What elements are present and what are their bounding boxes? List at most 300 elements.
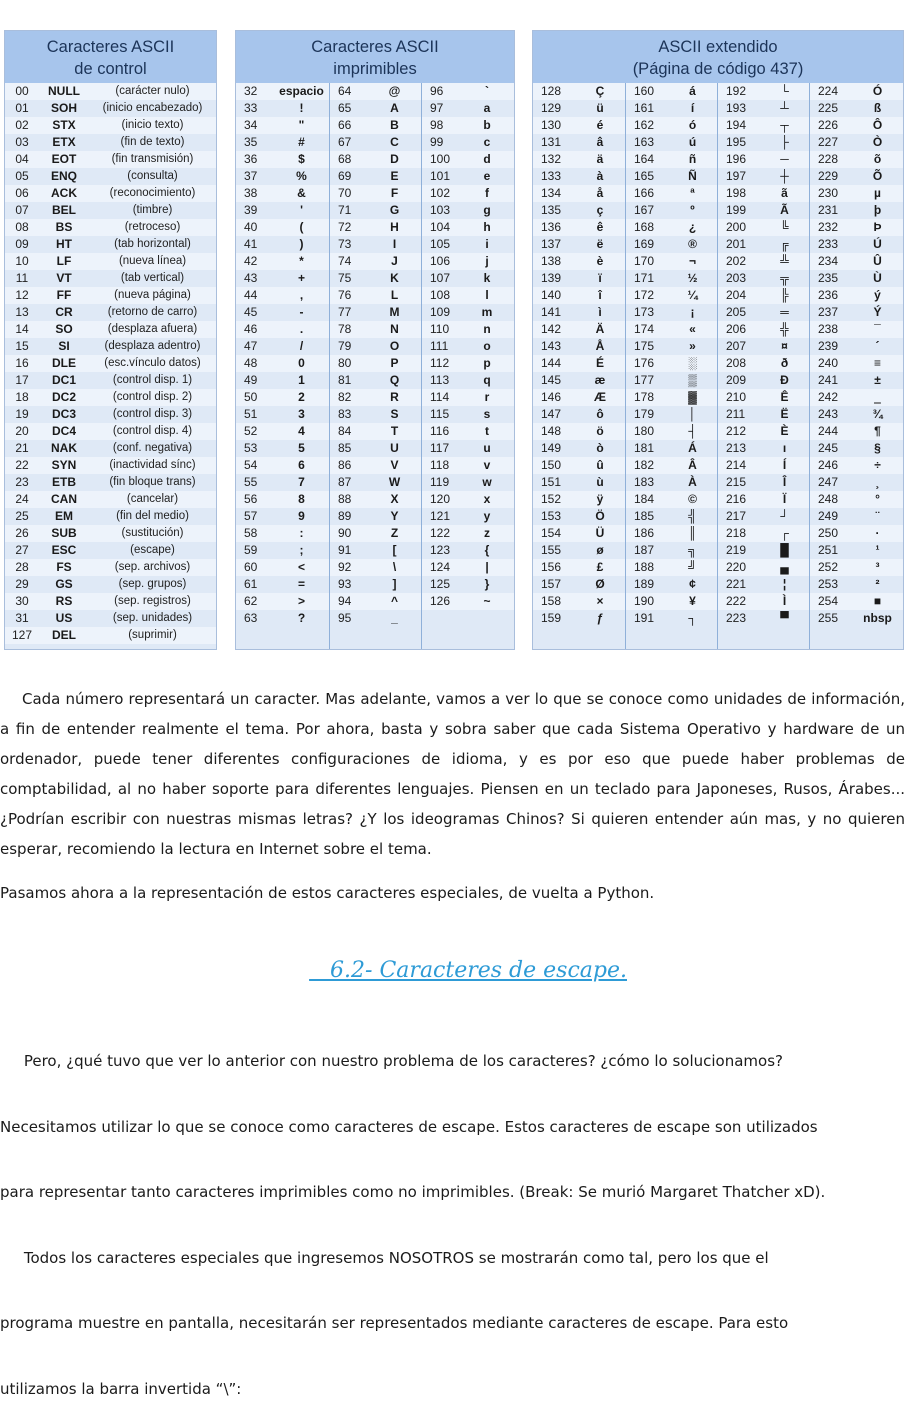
table-row (718, 474, 809, 491)
code-number: 239 (818, 339, 839, 353)
table-row (5, 168, 216, 185)
table-row (810, 610, 903, 627)
code-number: 108 (430, 288, 451, 302)
table-row (236, 321, 329, 338)
char-symbol: █ (780, 543, 789, 557)
code-number: 03 (15, 135, 29, 149)
table-row (810, 168, 903, 185)
code-number: 124 (430, 560, 451, 574)
table-row (533, 168, 625, 185)
code-description: (control disp. 1) (112, 374, 193, 386)
code-number: 213 (726, 441, 747, 455)
code-number: 36 (244, 152, 258, 166)
table-row (718, 491, 809, 508)
char-symbol: ı (782, 441, 787, 455)
char-symbol: ð (780, 356, 789, 370)
code-description: (conf. negativa) (112, 442, 193, 454)
char-symbol: ¢ (689, 577, 696, 591)
code-number: 218 (726, 526, 747, 540)
code-abbrev: ETB (52, 475, 76, 489)
table-row (5, 491, 216, 508)
code-abbrev: DC2 (51, 390, 76, 404)
table-row (626, 576, 717, 593)
code-number: 02 (15, 118, 29, 132)
char-symbol: 0 (298, 356, 305, 370)
table-row (422, 559, 514, 576)
code-number: 117 (430, 441, 450, 455)
char-symbol: ¡ (690, 305, 695, 319)
table-row (5, 610, 216, 627)
code-abbrev: NAK (51, 441, 77, 455)
table-row (330, 117, 421, 134)
code-abbrev: CAN (51, 492, 77, 506)
char-symbol: ñ (688, 152, 697, 166)
char-symbol: ░ (688, 356, 697, 370)
table-row (533, 508, 625, 525)
table-row (330, 491, 421, 508)
char-symbol: ^ (390, 594, 398, 608)
code-number: 102 (430, 186, 451, 200)
char-symbol: Ü (595, 526, 605, 540)
code-description: (fin del medio) (116, 510, 189, 522)
table-row (718, 270, 809, 287)
table-row (236, 202, 329, 219)
code-number: 132 (541, 152, 562, 166)
char-symbol: _ (391, 611, 398, 625)
char-symbol: ó (688, 118, 697, 132)
code-number: 204 (726, 288, 747, 302)
char-symbol: ² (875, 577, 880, 591)
table-row (5, 321, 216, 338)
code-number: 151 (541, 475, 562, 489)
char-symbol: ¨ (875, 509, 880, 523)
code-number: 138 (541, 254, 562, 268)
table-row (5, 440, 216, 457)
code-abbrev: ETX (52, 135, 76, 149)
code-number: 106 (430, 254, 451, 268)
char-symbol: Õ (872, 169, 883, 183)
code-number: 157 (541, 577, 562, 591)
char-symbol: X (390, 492, 399, 506)
code-number: 10 (15, 254, 29, 268)
table-row (626, 389, 717, 406)
table-row (330, 440, 421, 457)
code-number: 26 (15, 526, 29, 540)
char-symbol: , (299, 288, 304, 302)
code-abbrev: LF (56, 254, 72, 268)
code-number: 219 (726, 543, 747, 557)
char-symbol: Ã (780, 203, 789, 217)
table-row (626, 134, 717, 151)
code-abbrev: BEL (52, 203, 76, 217)
char-symbol: Y (390, 509, 399, 523)
code-number: 48 (244, 356, 258, 370)
code-number: 190 (634, 594, 655, 608)
char-symbol: [ (392, 543, 397, 557)
table-row (810, 117, 903, 134)
ascii-control-table (4, 30, 217, 650)
code-number: 65 (338, 101, 352, 115)
code-number: 115 (430, 407, 450, 421)
code-number: 50 (244, 390, 258, 404)
code-number: 125 (430, 577, 451, 591)
code-number: 24 (15, 492, 29, 506)
code-number: 242 (818, 390, 839, 404)
table-row (810, 287, 903, 304)
control-column (5, 83, 216, 649)
char-symbol: b (483, 118, 491, 132)
char-symbol: : (299, 526, 304, 540)
char-symbol: y (483, 509, 491, 523)
extended-columns (533, 83, 903, 649)
code-number: 155 (541, 543, 562, 557)
table-row (236, 304, 329, 321)
printable-column (330, 83, 422, 649)
paragraph-3-line: Todos los caracteres especiales que ingresemos NOSOTROS se mostrarán como tal, pero los que el (0, 1248, 769, 1267)
char-symbol: Ð (780, 373, 789, 387)
table-row (330, 576, 421, 593)
code-number: 98 (430, 118, 444, 132)
code-number: 147 (541, 407, 562, 421)
code-number: 89 (338, 509, 352, 523)
code-abbrev: BS (55, 220, 73, 234)
char-symbol: ƒ (596, 611, 604, 625)
char-symbol: m (481, 305, 493, 319)
char-symbol: ü (596, 101, 604, 115)
char-symbol: ┬ (780, 118, 789, 132)
table-row (533, 610, 625, 627)
code-description: (suprimir) (128, 629, 177, 641)
table-row (236, 525, 329, 542)
code-number: 171 (634, 271, 655, 285)
code-number: 146 (541, 390, 562, 404)
table-row (533, 389, 625, 406)
table-row (718, 423, 809, 440)
table-row (236, 576, 329, 593)
char-symbol: ¶ (874, 424, 881, 438)
char-symbol: c (483, 135, 491, 149)
code-description: (escape) (130, 544, 175, 556)
char-symbol: ° (875, 492, 880, 506)
char-symbol: ╗ (688, 543, 697, 557)
code-number: 23 (15, 475, 29, 489)
table-row (810, 185, 903, 202)
code-number: 191 (634, 611, 655, 625)
table-row (330, 423, 421, 440)
table-row (422, 338, 514, 355)
table-row (422, 321, 514, 338)
code-number: 241 (818, 373, 839, 387)
char-symbol: ã (781, 186, 788, 200)
table-row (330, 355, 421, 372)
char-symbol: ¥ (689, 594, 696, 608)
char-symbol: = (297, 577, 305, 591)
table-row (236, 117, 329, 134)
table-row (718, 457, 809, 474)
code-number: 66 (338, 118, 352, 132)
paragraph-2 (0, 878, 905, 908)
table-row (422, 219, 514, 236)
table-row (5, 474, 216, 491)
table-row (810, 236, 903, 253)
code-number: 214 (726, 458, 747, 472)
char-symbol: Â (688, 458, 697, 472)
code-number: 166 (634, 186, 655, 200)
code-number: 101 (430, 169, 451, 183)
table-row (718, 219, 809, 236)
char-symbol: 3 (298, 407, 305, 421)
char-symbol: ╚ (780, 220, 789, 234)
char-symbol: Ë (780, 407, 789, 421)
table-row (330, 338, 421, 355)
char-symbol: ═ (780, 305, 789, 319)
table-row (626, 83, 717, 100)
code-number: 205 (726, 305, 747, 319)
char-symbol: % (296, 169, 307, 183)
code-number: 97 (430, 101, 444, 115)
code-abbrev: SYN (51, 458, 77, 472)
char-symbol: ç (596, 203, 604, 217)
paragraph-3-line: programa muestre en pantalla, necesitarán ser representados mediante caracteres de escape. Para esto (0, 1314, 789, 1332)
code-number: 210 (726, 390, 747, 404)
char-symbol: à (596, 169, 604, 183)
char-symbol: u (483, 441, 491, 455)
char-symbol: ■ (873, 594, 882, 608)
char-symbol: ¼ (687, 288, 698, 302)
code-number: 198 (726, 186, 747, 200)
code-description: (esc.vínculo datos) (104, 357, 201, 369)
code-number: 237 (818, 305, 839, 319)
char-symbol: t (485, 424, 489, 438)
table-row (533, 83, 625, 100)
table-row (810, 491, 903, 508)
char-symbol: × (596, 594, 604, 608)
char-symbol: @ (388, 84, 401, 98)
char-symbol: º (690, 203, 695, 217)
table-row (330, 321, 421, 338)
table-row (5, 151, 216, 168)
char-symbol: » (689, 339, 696, 353)
code-number: 103 (430, 203, 451, 217)
code-number: 223 (726, 611, 747, 625)
code-number: 176 (634, 356, 655, 370)
table-row (533, 474, 625, 491)
code-number: 189 (634, 577, 655, 591)
char-symbol: ¿ (688, 220, 697, 234)
code-number: 25 (15, 509, 29, 523)
char-symbol: ï (598, 271, 602, 285)
code-number: 246 (818, 458, 839, 472)
table-row (422, 253, 514, 270)
char-symbol: ÷ (874, 458, 881, 472)
char-symbol: Q (389, 373, 400, 387)
char-symbol: ò (596, 441, 604, 455)
char-symbol: ) (299, 237, 304, 251)
code-number: 61 (244, 577, 258, 591)
code-number: 173 (634, 305, 655, 319)
code-number: 114 (430, 390, 450, 404)
char-symbol: á (689, 84, 696, 98)
code-number: 32 (244, 84, 258, 98)
char-symbol: Ö (595, 509, 605, 523)
code-number: 73 (338, 237, 352, 251)
table-row (330, 100, 421, 117)
char-symbol: ╩ (780, 254, 789, 268)
char-symbol: ≡ (873, 356, 881, 370)
table-row (5, 355, 216, 372)
table-row (626, 474, 717, 491)
ascii-printable-table (235, 30, 515, 650)
table-row (810, 355, 903, 372)
table-row (422, 355, 514, 372)
char-symbol: | (485, 560, 489, 574)
code-number: 149 (541, 441, 562, 455)
code-number: 248 (818, 492, 839, 506)
char-symbol: Ì (782, 594, 787, 608)
char-symbol: ╦ (780, 271, 789, 285)
code-number: 77 (338, 305, 352, 319)
code-number: 76 (338, 288, 352, 302)
code-number: 17 (15, 373, 29, 387)
table-row (5, 117, 216, 134)
code-description: (sustitución) (121, 527, 184, 539)
code-abbrev: SO (55, 322, 73, 336)
code-number: 184 (634, 492, 655, 506)
char-symbol: ® (688, 237, 697, 251)
table-row (422, 542, 514, 559)
char-symbol: ┼ (780, 169, 789, 183)
table-row (236, 355, 329, 372)
code-description: (reconocimiento) (109, 187, 196, 199)
code-number: 29 (15, 577, 29, 591)
char-symbol: ³ (875, 560, 880, 574)
char-symbol: Ú (873, 237, 882, 251)
char-symbol: d (483, 152, 491, 166)
char-symbol: " (298, 118, 305, 132)
code-number: 226 (818, 118, 839, 132)
code-abbrev: US (55, 611, 73, 625)
table-row (810, 270, 903, 287)
code-number: 54 (244, 458, 258, 472)
char-symbol: þ (873, 203, 882, 217)
table-row (533, 457, 625, 474)
char-symbol: & (297, 186, 306, 200)
code-number: 136 (541, 220, 562, 234)
char-symbol: ├ (780, 135, 789, 149)
table-row (236, 491, 329, 508)
char-symbol: É (595, 356, 604, 370)
code-number: 222 (726, 594, 747, 608)
table-row (810, 304, 903, 321)
code-number: 133 (541, 169, 562, 183)
char-symbol: ú (688, 135, 697, 149)
code-number: 111 (430, 339, 449, 353)
char-symbol: Ò (872, 135, 883, 149)
char-symbol: L (390, 288, 399, 302)
code-number: 67 (338, 135, 352, 149)
table-row (236, 236, 329, 253)
char-symbol: 7 (298, 475, 305, 489)
code-number: 81 (338, 373, 352, 387)
paragraph-3 (0, 1011, 905, 1422)
table-row (236, 185, 329, 202)
code-number: 158 (541, 594, 562, 608)
code-number: 95 (338, 611, 352, 625)
char-symbol: § (874, 441, 881, 455)
code-abbrev: EM (55, 509, 73, 523)
code-number: 156 (541, 560, 562, 574)
table-row (810, 321, 903, 338)
code-number: 238 (818, 322, 839, 336)
table-row (626, 372, 717, 389)
code-number: 100 (430, 152, 451, 166)
code-description: (fin transmisión) (111, 153, 194, 165)
code-number: 169 (634, 237, 655, 251)
code-number: 199 (726, 203, 747, 217)
code-number: 33 (244, 101, 258, 115)
code-number: 174 (634, 322, 655, 336)
code-number: 57 (244, 509, 258, 523)
code-number: 28 (15, 560, 29, 574)
code-number: 185 (634, 509, 655, 523)
code-description: (sep. grupos) (118, 578, 187, 590)
code-description: (sep. unidades) (112, 612, 193, 624)
char-symbol: ' (300, 203, 303, 217)
char-symbol: 2 (298, 390, 305, 404)
table-row (5, 100, 216, 117)
code-number: 183 (634, 475, 655, 489)
char-symbol: R (390, 390, 399, 404)
table-row (533, 202, 625, 219)
code-number: 161 (634, 101, 655, 115)
code-number: 126 (430, 594, 451, 608)
char-symbol: g (483, 203, 491, 217)
code-number: 41 (244, 237, 258, 251)
code-number: 74 (338, 254, 352, 268)
table-row (533, 270, 625, 287)
char-symbol: i (485, 237, 489, 251)
code-abbrev: DC3 (51, 407, 76, 421)
code-number: 63 (244, 611, 258, 625)
char-symbol: h (483, 220, 491, 234)
table-row (422, 406, 514, 423)
table-row (422, 134, 514, 151)
code-number: 88 (338, 492, 352, 506)
code-number: 68 (338, 152, 352, 166)
table-row (5, 593, 216, 610)
code-number: 21 (15, 441, 29, 455)
table-row (718, 355, 809, 372)
char-symbol: æ (594, 373, 606, 387)
code-number: 175 (634, 339, 655, 353)
table-row (236, 457, 329, 474)
char-symbol: ø (596, 543, 604, 557)
char-symbol: ! (299, 101, 304, 115)
code-number: 91 (338, 543, 352, 557)
table-row (330, 559, 421, 576)
char-symbol: ╣ (688, 509, 697, 523)
code-abbrev: CR (55, 305, 73, 319)
code-number: 19 (15, 407, 29, 421)
char-symbol: } (484, 577, 490, 591)
char-symbol: V (390, 458, 399, 472)
table-row (236, 372, 329, 389)
code-number: 245 (818, 441, 839, 455)
table-row (5, 576, 216, 593)
code-description: (control disp. 3) (112, 408, 193, 420)
char-symbol: Ô (872, 118, 883, 132)
code-number: 254 (818, 594, 839, 608)
